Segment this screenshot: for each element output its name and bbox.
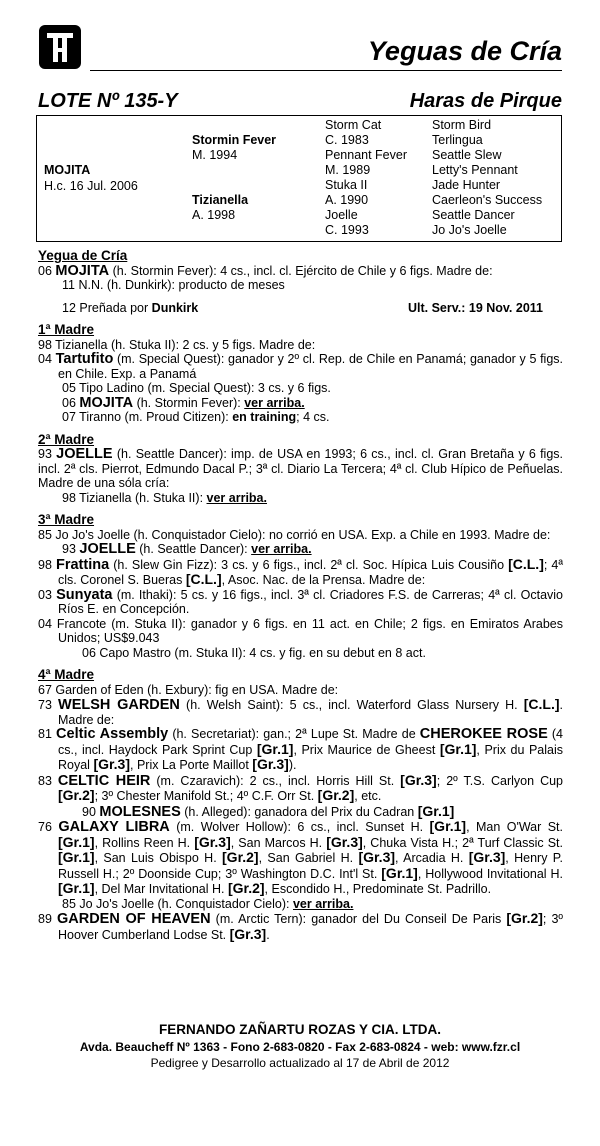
- gen3-ancestor: Jade Hunter: [432, 178, 501, 192]
- mare-entry: 06 MOJITA (h. Stormin Fever): 4 cs., incl. cl. Ejército de Chile y 6 figs. Madre de:: [38, 262, 493, 279]
- produce-record: [38, 247, 563, 942]
- produce-entry: 83 CELTIC HEIR (m. Czaravich): 2 cs., incl. Horris Hill St. [Gr.3]; 2º T.S. Carlyon Cup [Gr.2]; 3º Chester Manifold St.; 4º C.F. Orr St. [Gr.2], etc.: [38, 771, 563, 803]
- dd-info: C. 1993: [325, 223, 369, 237]
- footer-updated: Pedigree y Desarrollo actualizado al 17 de Abril de 2012: [150, 1056, 450, 1070]
- produce-entry: 06 Capo Mastro (m. Stuka II): 4 cs. y fig. en su debut en 8 act.: [82, 645, 426, 660]
- footer: [0, 1022, 600, 1070]
- dam-intro: 98 Tizianella (h. Stuka II): 2 cs. y 5 figs. Madre de:: [38, 337, 316, 352]
- lot-number: LOTE Nº 135-Y: [38, 90, 178, 112]
- produce-entry: 07 Tiranno (m. Proud Citizen): en training; 4 cs.: [62, 410, 330, 424]
- gen3-ancestor: Caerleon's Success: [432, 193, 543, 207]
- horse-name: MOJITA: [44, 163, 91, 177]
- dam-info: A. 1998: [192, 208, 236, 222]
- produce-entry: 04 Francote (m. Stuka II): ganador y 6 figs. en 11 act. en Chile; 2 figs. en Emiratos Arabes Unidos; US$9.043: [38, 616, 563, 645]
- dam-name: Tizianella: [192, 193, 249, 207]
- produce-entry: 03 Sunyata (m. Ithaki): 5 cs. y 16 figs., incl. 3ª cl. Criadores F.S. de Carreras; 4ª cl. Octavio Ríos E. en Concepción.: [38, 586, 563, 616]
- section-heading-fourth-dam: 4ª Madre: [38, 667, 95, 682]
- gen3-ancestor: Storm Bird: [432, 118, 492, 132]
- farm-name: Haras de Pirque: [409, 90, 562, 112]
- gen3-ancestor: Terlingua: [432, 133, 483, 147]
- sd-info: M. 1989: [325, 163, 371, 177]
- produce-entry: 06 MOJITA (h. Stormin Fever): ver arriba.: [62, 394, 305, 411]
- ss-name: Storm Cat: [325, 118, 382, 132]
- produce-entry: 98 Tizianella (h. Stuka II): ver arriba.: [62, 490, 267, 505]
- gen3-ancestor: Seattle Slew: [432, 148, 502, 162]
- section-heading-yegua: Yegua de Cría: [38, 248, 128, 263]
- ds-info: A. 1990: [325, 193, 369, 207]
- gen3-ancestor: Seattle Dancer: [432, 208, 515, 222]
- horse-info: H.c. 16 Jul. 2006: [44, 179, 138, 193]
- produce-entry: 04 Tartufito (m. Special Quest): ganador y 2º cl. Rep. de Chile en Panamá; ganador y 5 figs. en Chile. Exp. a Panamá: [38, 351, 563, 381]
- fzr-logo: [38, 24, 82, 70]
- last-service: Ult. Serv.: 19 Nov. 2011: [407, 300, 543, 315]
- dd-name: Joelle: [325, 208, 358, 222]
- produce-entry: 81 Celtic Assembly (h. Secretariat): gan.; 2ª Lupe St. Madre de CHEROKEE ROSE (4 cs., incl. Haydock Park Sprint Cup [Gr.1], Prix Maurice de Gheest [Gr.1], Prix du Palais Royal [Gr.3], Prix La Porte Maillot [Gr.3]).: [38, 726, 564, 772]
- produce-entry: 11 N.N. (h. Dunkirk): producto de meses: [62, 278, 285, 292]
- footer-address: Avda. Beaucheff Nº 1363 - Fono 2-683-0820 - Fax 2-683-0824 - web: www.fzr.cl: [79, 1040, 521, 1054]
- ss-info: C. 1983: [325, 133, 369, 147]
- produce-entry: 93 JOELLE (h. Seattle Dancer): ver arriba.: [62, 541, 312, 557]
- service-line: 12 Preñada por Dunkirk Ult. Serv.: 19 Nov. 2011: [38, 301, 563, 316]
- ds-name: Stuka II: [325, 178, 368, 192]
- dam-intro: 67 Garden of Eden (h. Exbury): fig en USA. Madre de:: [38, 682, 339, 697]
- footer-company: FERNANDO ZAÑARTU ROZAS Y CIA. LTDA.: [159, 1022, 441, 1037]
- sire-info: M. 1994: [192, 148, 238, 162]
- pedigree-box: [36, 115, 562, 242]
- produce-entry: 76 GALAXY LIBRA (m. Wolver Hollow): 6 cs., incl. Sunset H. [Gr.1], Man O'War St. [Gr.1], Rollins Reen H. [Gr.3], San Marcos H. [Gr.3], Chuka Vista H.; 2ª Turf Classic St. [Gr.1], San Luis Obispo H. [Gr.2], San Gabriel H. [Gr.3], Arcadia H. [Gr.3], Henry P. Russell H.; 2º Doonside Cup; 3º Washington D.C. Int'l St. [Gr.1], Hollywood Invitational H. [Gr.1], Del Mar Invitational H. [Gr.2], Escondido H., Predominate St. Padrillo.: [38, 818, 564, 896]
- section-heading-first-dam: 1ª Madre: [38, 322, 95, 337]
- page-title: Yeguas de Cría: [367, 36, 562, 66]
- produce-entry: 98 Frattina (h. Slew Gin Fizz): 3 cs. y 6 figs., incl. 2ª cl. Soc. Hípica Luis Cousiño [C.L.]; 4ª cls. Coronel S. Bueras [C.L.], Asoc. Nac. de la Prensa. Madre de:: [38, 555, 563, 587]
- produce-entry: 73 WELSH GARDEN (h. Welsh Saint): 5 cs., incl. Waterford Glass Nursery H. [C.L.]. Madre de:: [38, 696, 563, 727]
- section-heading-third-dam: 3ª Madre: [38, 512, 95, 527]
- produce-entry: 05 Tipo Ladino (m. Special Quest): 3 cs. y 6 figs.: [62, 381, 331, 395]
- produce-entry: 85 Jo Jo's Joelle (h. Conquistador Cielo): ver arriba.: [62, 896, 354, 911]
- section-heading-second-dam: 2ª Madre: [38, 431, 95, 447]
- produce-entry: 90 MOLESNES (h. Alleged): ganadora del Prix du Cadran [Gr.1]: [82, 802, 455, 820]
- sd-name: Pennant Fever: [325, 148, 407, 162]
- dam-intro: 93 JOELLE (h. Seattle Dancer): imp. de USA en 1993; 6 cs., incl. cl. Gran Bretaña y 6 figs. incl. 2ª cls. Pierrot, Edmundo Dacal P.; 3ª cl. Diario La Tercera; 4ª cl. Club Hípico de Peñuelas. Madre de una sóla cría:: [38, 446, 563, 490]
- gen3-ancestor: Letty's Pennant: [432, 163, 518, 177]
- produce-entry: 89 GARDEN OF HEAVEN (m. Arctic Tern): ganador del Du Conseil De Paris [Gr.2]; 3º Hoover Cumberland Lodse St. [Gr.3].: [38, 910, 563, 942]
- dam-intro: 85 Jo Jo's Joelle (h. Conquistador Cielo): no corrió en USA. Exp. a Chile en 1993. Madre de:: [38, 527, 551, 542]
- title-rule: [90, 70, 562, 71]
- sire-name: Stormin Fever: [192, 133, 277, 147]
- gen3-ancestor: Jo Jo's Joelle: [432, 223, 507, 237]
